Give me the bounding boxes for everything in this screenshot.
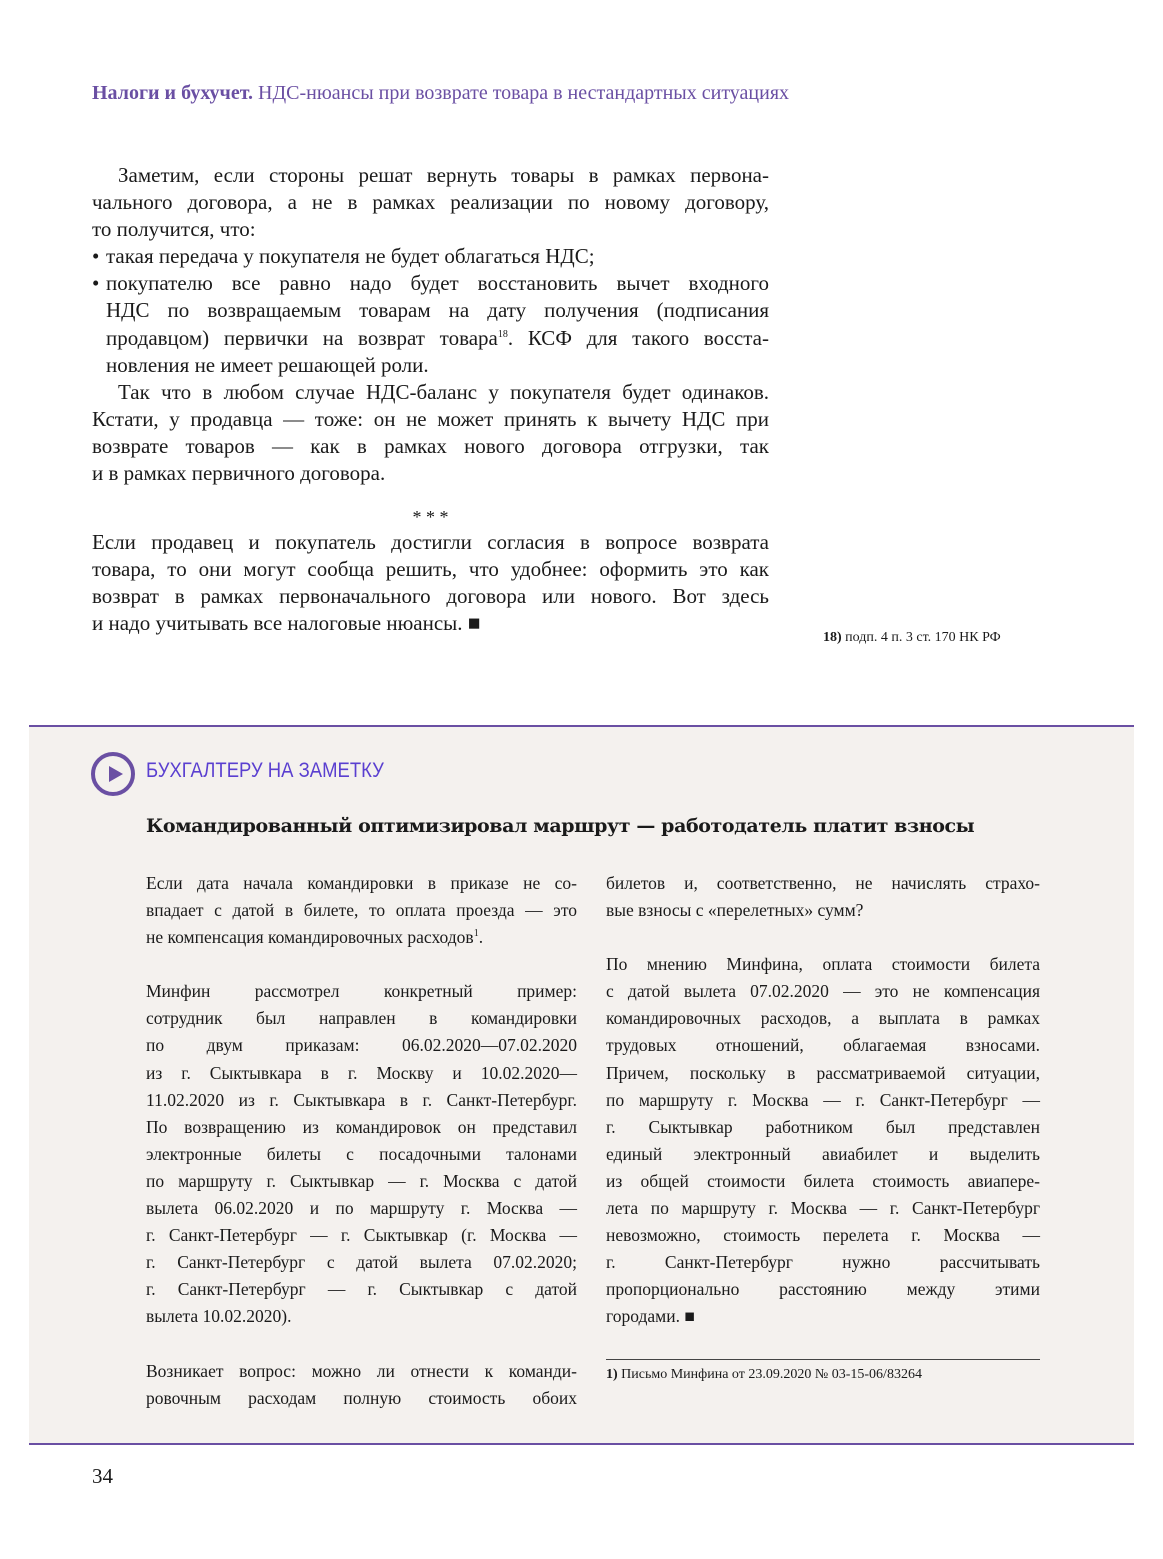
text-line: городами. ■: [606, 1306, 695, 1327]
text-line: Минфин рассмотрел конкретный пример:: [146, 981, 577, 1002]
text-line: невозможно, стоимость перелета г. Москва —: [606, 1225, 1040, 1246]
text-line: г. Санкт-Петербург — г. Сыктывкар с датой: [146, 1279, 577, 1300]
text-line: г. Санкт-Петербург с датой вылета 07.02.2020;: [146, 1252, 577, 1273]
text-line: Так что в любом случае НДС-баланс у покупателя будет одинаков.: [118, 379, 769, 404]
text-line: и в рамках первичного договора.: [92, 461, 386, 486]
text-line: Причем, поскольку в рассматриваемой ситуации,: [606, 1062, 1040, 1083]
footnote-number: 1): [606, 1366, 618, 1382]
footnote-text: подп. 4 п. 3 ст. 170 НК РФ: [845, 630, 1001, 645]
text-line: продавцом) первички на возврат товара$^{18}$. КСФ для такого восста-: [106, 325, 769, 350]
line: новления не имеет решающей роли.: [106, 352, 429, 377]
text-fragment: . КСФ для такого восста-: [507, 325, 769, 350]
main-text: [92, 162, 769, 638]
sidebar-box: [29, 725, 1134, 1445]
text-line: командировочных расходов, а выплата в рамках: [606, 1008, 1040, 1029]
text-line: возврат в рамках первоначального договора или нового. Вот здесь: [92, 584, 769, 609]
box-title: Командированный оптимизировал маршрут — работодатель платит взносы: [146, 815, 975, 837]
text-line: возврате товаров — как в рамках нового договора отгрузки, так: [92, 433, 769, 458]
text-line: По возвращению из командировок он представил: [146, 1116, 577, 1137]
text-line: трудовых отношений, облагаемая взносами.: [606, 1035, 1040, 1056]
text-line: по маршруту г. Москва — г. Санкт-Петербург —: [606, 1089, 1040, 1110]
text-line: Если дата начала командировки в приказе не со-: [146, 873, 577, 893]
page-number: 34: [92, 1464, 113, 1488]
footnote-18: [823, 630, 1001, 646]
box-label: БУХГАЛТЕРУ НА ЗАМЕТКУ: [146, 759, 384, 782]
text-line: и надо учитывать все налоговые нюансы. ■: [92, 611, 481, 636]
header-section: Налоги и бухучет.: [92, 82, 254, 104]
text-line: ровочным расходам полную стоимость обоих: [146, 1387, 577, 1408]
text-line: чального договора, а не в рамках реализации по новому договору,: [92, 190, 769, 215]
text-line: покупателю все равно надо будет восстановить вычет входного: [106, 271, 769, 296]
box-column-2: [606, 870, 1040, 1390]
paragraph-2: [92, 379, 769, 487]
paragraph-3: [92, 529, 769, 637]
text-line: г. Санкт-Петербург нужно рассчитывать: [606, 1252, 1040, 1273]
text-line: По мнению Минфина, оплата стоимости билета: [606, 954, 1040, 975]
text-line: пропорционально расстоянию между этими: [606, 1279, 1040, 1300]
header-title: НДС-нюансы при возврате товара в нестандартных ситуациях: [258, 82, 790, 104]
text-line: из общей стоимости билета стоимость авиапере-: [606, 1170, 1040, 1191]
text-line: Заметим, если стороны решат вернуть товары в рамках первона-: [118, 163, 769, 187]
text-line: НДС по возвращаемым товарам на дату получения (подписания: [106, 298, 769, 323]
text-line: единый электронный авиабилет и выделить: [606, 1143, 1040, 1164]
text-line: Возникает вопрос: можно ли отнести к команди-: [146, 1360, 577, 1381]
footnote-number: 18): [823, 630, 842, 645]
text-line: электронные билеты с посадочными талонами: [146, 1143, 577, 1164]
text-line: вылета 06.02.2020 и по маршруту г. Москва —: [146, 1198, 577, 1219]
text-line: вые взносы с «перелетных» сумм?: [606, 900, 864, 921]
text-line: по маршруту г. Сыктывкар — г. Москва с датой: [146, 1170, 577, 1191]
paragraph-1: [92, 162, 769, 243]
text-line: билетов и, соответственно, не начислять страхо-: [606, 873, 1040, 893]
running-header: [92, 82, 789, 105]
text-line: вылета 10.02.2020).: [146, 1306, 292, 1327]
footnote-ref[interactable]: 18: [497, 328, 508, 340]
line: не компенсация командировочных расходов$^1$.: [146, 927, 484, 948]
text-line: товара, то они могут сообща решить, что удобнее: оформить это как: [92, 557, 769, 582]
text-line: г. Санкт-Петербург — г. Сыктывкар (г. Москва —: [146, 1225, 577, 1246]
text-line: такая передача у покупателя не будет облагаться НДС;: [106, 244, 595, 269]
text-line: 11.02.2020 из г. Сыктывкара в г. Санкт-Петербург.: [146, 1089, 577, 1110]
bullet-marker: •: [92, 244, 100, 269]
text-line: сотрудник был направлен в командировки: [146, 1008, 577, 1029]
text-line: то получится, что:: [92, 217, 256, 242]
text-line: Кстати, у продавца — тоже: он не может принять к вычету НДС при: [92, 406, 769, 431]
text-line: по двум приказам: 06.02.2020—07.02.2020: [146, 1035, 577, 1056]
text-line: г. Сыктывкар работником был представлен: [606, 1116, 1040, 1137]
section-divider: * * *: [412, 507, 449, 528]
text-line: впадает с датой в билете, то оплата проезда — это: [146, 900, 577, 921]
footnote-text: Письмо Минфина от 23.09.2020 № 03-15-06/83264: [621, 1366, 922, 1382]
bullet-item: [92, 270, 769, 378]
text-line: из г. Сыктывкара в г. Москву и 10.02.2020—: [146, 1062, 577, 1083]
text-line: лета по маршруту г. Москва — г. Санкт-Петербург: [606, 1198, 1040, 1219]
text-fragment: не компенсация командировочных расходов: [146, 927, 474, 948]
text-line: Если продавец и покупатель достигли согласия в вопросе возврата: [92, 530, 769, 555]
bullet-item: [92, 243, 769, 270]
text-line: с датой вылета 07.02.2020 — это не компенсация: [606, 981, 1040, 1002]
box-column-1: [146, 870, 577, 1412]
footnote-1: [606, 1360, 1040, 1390]
bullet-marker: •: [92, 271, 100, 296]
footnote-ref[interactable]: 1: [473, 928, 479, 940]
play-circle-icon: [91, 752, 135, 796]
